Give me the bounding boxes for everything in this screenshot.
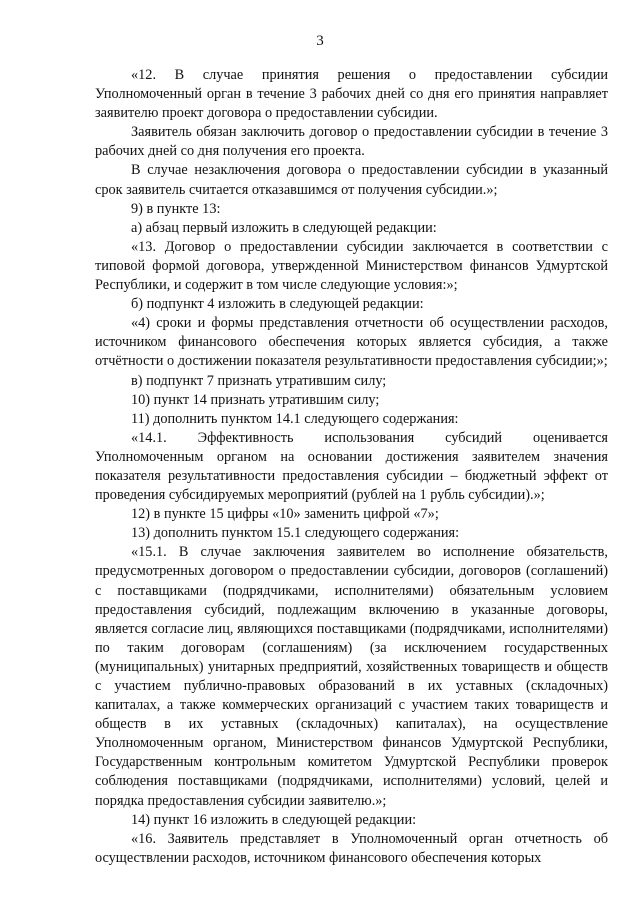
item-9v: в) подпункт 7 признать утратившим силу; [131, 372, 387, 389]
item-9a: а) абзац первый изложить в следующей редакции: [131, 219, 437, 236]
paragraph-contract-obligation: Заявитель обязан заключить договор о предоставлении субсидии в течение 3 рабочих дней со дня получения его проекта. [95, 124, 608, 160]
item-14: 14) пункт 16 изложить в следующей редакции: [131, 811, 417, 828]
paragraph-14-1: «14.1. Эффективность использования субсидий оценивается Уполномоченным органом на основании достижения заявителем значения показателя результативности предоставления субсидии – бюджетный эффект от проведения субсидируемых мероприятий (рублей на 1 рубль субсидии).»; [95, 429, 608, 504]
paragraph-16: «16. Заявитель представляет в Уполномоченный орган отчетность об осуществлении расходов, источником финансового обеспечения которых [95, 830, 608, 866]
subitem-4: «4) сроки и формы представления отчетности об осуществлении расходов, источником финансового обеспечения которых является субсидия, а также отчётности о достижении показателя результативности предоставления субсидии;»; [95, 315, 608, 370]
item-9b: б) подпункт 4 изложить в следующей редакции: [131, 296, 424, 313]
item-9-heading: 9) в пункте 13: [131, 200, 221, 217]
item-10: 10) пункт 14 признать утратившим силу; [131, 391, 380, 408]
paragraph-12: «12. В случае принятия решения о предоставлении субсидии Уполномоченный орган в течение 3 рабочих дней со дня его принятия направляет заявителю проект договора о предоставлении субсидии. [95, 67, 608, 122]
item-13: 13) дополнить пунктом 15.1 следующего содержания: [131, 525, 460, 542]
document-body [95, 66, 608, 868]
paragraph-refusal: В случае незаключения договора о предоставлении субсидии в указанный срок заявитель считается отказавшимся от получения субсидии.»; [95, 162, 608, 198]
paragraph-15-1: «15.1. В случае заключения заявителем во исполнение обязательств, предусмотренных договором о предоставлении субсидии, договоров (соглашений) с поставщиками (подрядчиками, исполнителями) обязательным условием предоставления субсидий, подлежащим включению в указанные договоры, является согласие лиц, являющихся поставщиками (подрядчиками, исполнителями) по таким договорам (соглашениям) (за исключением государственных (муниципальных) унитарных предприятий, хозяйственных товариществ и обществ с участием публично-правовых образований в их уставных (складочных) капиталах, а также коммерческих организаций с участием таких товариществ и обществ в их уставных (складочных) капиталах), на осуществление Уполномоченным органом, Министерством финансов Удмуртской Республики, Государственным контрольным комитетом Удмуртской Республики проверок соблюдения поставщиками (подрядчиками, исполнителями) условий, целей и порядка предоставления субсидии заявителю.»; [95, 544, 608, 809]
page-number: 3 [316, 33, 324, 49]
item-11: 11) дополнить пунктом 14.1 следующего содержания: [131, 410, 459, 427]
paragraph-13: «13. Договор о предоставлении субсидии заключается в соответствии с типовой формой договора, утвержденной Министерством финансов Удмуртской Республики, и содержит в том числе следующие условия:»; [95, 238, 608, 294]
item-12: 12) в пункте 15 цифры «10» заменить цифрой «7»; [131, 506, 439, 523]
